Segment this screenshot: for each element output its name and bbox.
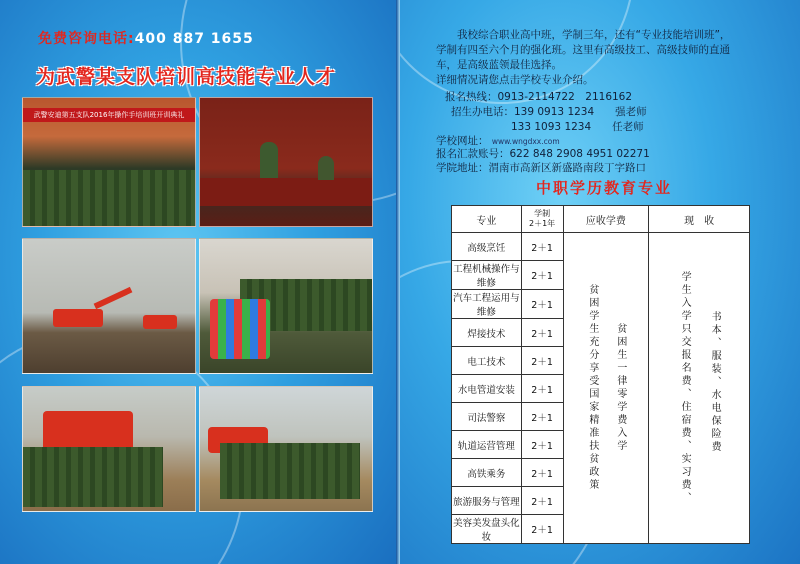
major-duration: 2＋1 xyxy=(521,319,563,347)
soldier-rows xyxy=(23,170,195,226)
photo-soldiers-assembly xyxy=(199,386,373,512)
seated-soldiers xyxy=(220,443,360,499)
free-hotline xyxy=(38,28,254,48)
major-duration: 2＋1 xyxy=(521,487,563,515)
header-current-fee: 现 收 xyxy=(649,206,750,233)
ceremony-banner: 武警安迪第五支队2016年操作手培训班开训典礼 xyxy=(23,108,195,122)
intro-line: 我校综合职业高中班，学制三年，还有“专业技能培训班”， xyxy=(457,29,731,41)
photo-training-group xyxy=(199,238,373,374)
current-fee-cell xyxy=(649,233,750,544)
major-name: 高铁乘务 xyxy=(452,459,522,487)
website-link[interactable]: www.wngdxx.com xyxy=(491,137,560,146)
speaker-figure xyxy=(260,142,278,178)
admissions-phone-1: 招生办电话：139 0913 1234 强老师 xyxy=(451,106,647,118)
major-duration: 2＋1 xyxy=(521,347,563,375)
major-name: 司法警察 xyxy=(452,403,522,431)
major-name: 美容美发盘头化妆 xyxy=(452,515,522,544)
majors-table xyxy=(451,205,750,544)
registration-hotline: 报名热线：0913-2114722 2116162 xyxy=(445,91,633,103)
photo-soldiers-machines xyxy=(22,386,196,512)
hotline-label: 免费咨询电话: xyxy=(38,31,135,47)
major-name: 轨道运营管理 xyxy=(452,431,522,459)
tuition-due-cell xyxy=(563,233,649,544)
current-fee-note-1: 学生入学只交报名费、住宿费、实习费、 xyxy=(679,271,691,505)
red-machinery xyxy=(43,411,133,451)
current-fee-note-2: 书本、服装、水电保险费 xyxy=(709,311,721,454)
header-tuition-due: 应收学费 xyxy=(563,206,649,233)
header-duration: 学制 2＋1年 xyxy=(521,206,563,233)
photo-ceremony xyxy=(22,97,196,227)
major-name: 高级烹饪 xyxy=(452,233,522,261)
tuition-note-2: 贫困生一律零学费入学 xyxy=(614,323,626,453)
official-figure xyxy=(318,156,334,180)
major-duration: 2＋1 xyxy=(521,375,563,403)
intro-line: 车，是高级蓝领最佳选择。 xyxy=(436,59,562,71)
major-name: 电工技术 xyxy=(452,347,522,375)
excavator xyxy=(53,309,103,327)
seated-soldiers xyxy=(23,447,163,507)
excavator xyxy=(143,315,177,329)
bank-account: 报名汇款账号：622 848 2908 4951 02271 xyxy=(436,148,650,160)
table-row xyxy=(452,233,750,261)
section-title: 中职学历教育专业 xyxy=(536,179,673,197)
major-name: 工程机械操作与维修 xyxy=(452,261,522,290)
major-duration: 2＋1 xyxy=(521,431,563,459)
major-duration: 2＋1 xyxy=(521,261,563,290)
tuition-note-1: 贫困学生充分享受国家精准扶贫政策 xyxy=(586,284,598,492)
major-duration: 2＋1 xyxy=(521,403,563,431)
slogan-heading: 为武警某支队培训高技能专业人才 xyxy=(36,66,337,88)
major-name: 焊接技术 xyxy=(452,319,522,347)
training-model xyxy=(210,299,270,359)
school-address: 学院地址：渭南市高新区新盛路南段丁字路口 xyxy=(436,162,646,174)
major-name: 水电管道安装 xyxy=(452,375,522,403)
intro-line: 学制有四至六个月的强化班。这里有高级技工、高级技师的直通 xyxy=(436,44,730,56)
hotline-number: 400 887 1655 xyxy=(134,31,254,47)
school-intro xyxy=(436,28,782,88)
major-duration: 2＋1 xyxy=(521,515,563,544)
website-label: 学校网址： xyxy=(436,135,489,147)
admissions-phone-2: 133 1093 1234 任老师 xyxy=(511,121,644,133)
excavator-arm xyxy=(94,287,133,309)
photo-excavators-field xyxy=(22,238,196,374)
left-panel xyxy=(0,0,396,564)
major-duration: 2＋1 xyxy=(521,459,563,487)
major-name: 旅游服务与管理 xyxy=(452,487,522,515)
table-header-row xyxy=(452,206,750,233)
major-duration: 2＋1 xyxy=(521,290,563,319)
major-duration: 2＋1 xyxy=(521,233,563,261)
header-major: 专业 xyxy=(452,206,522,233)
photo-officials-stage xyxy=(199,97,373,227)
major-name: 汽车工程运用与维修 xyxy=(452,290,522,319)
stage-table xyxy=(200,178,372,206)
intro-line: 详细情况请您点击学校专业介绍。 xyxy=(436,74,594,86)
